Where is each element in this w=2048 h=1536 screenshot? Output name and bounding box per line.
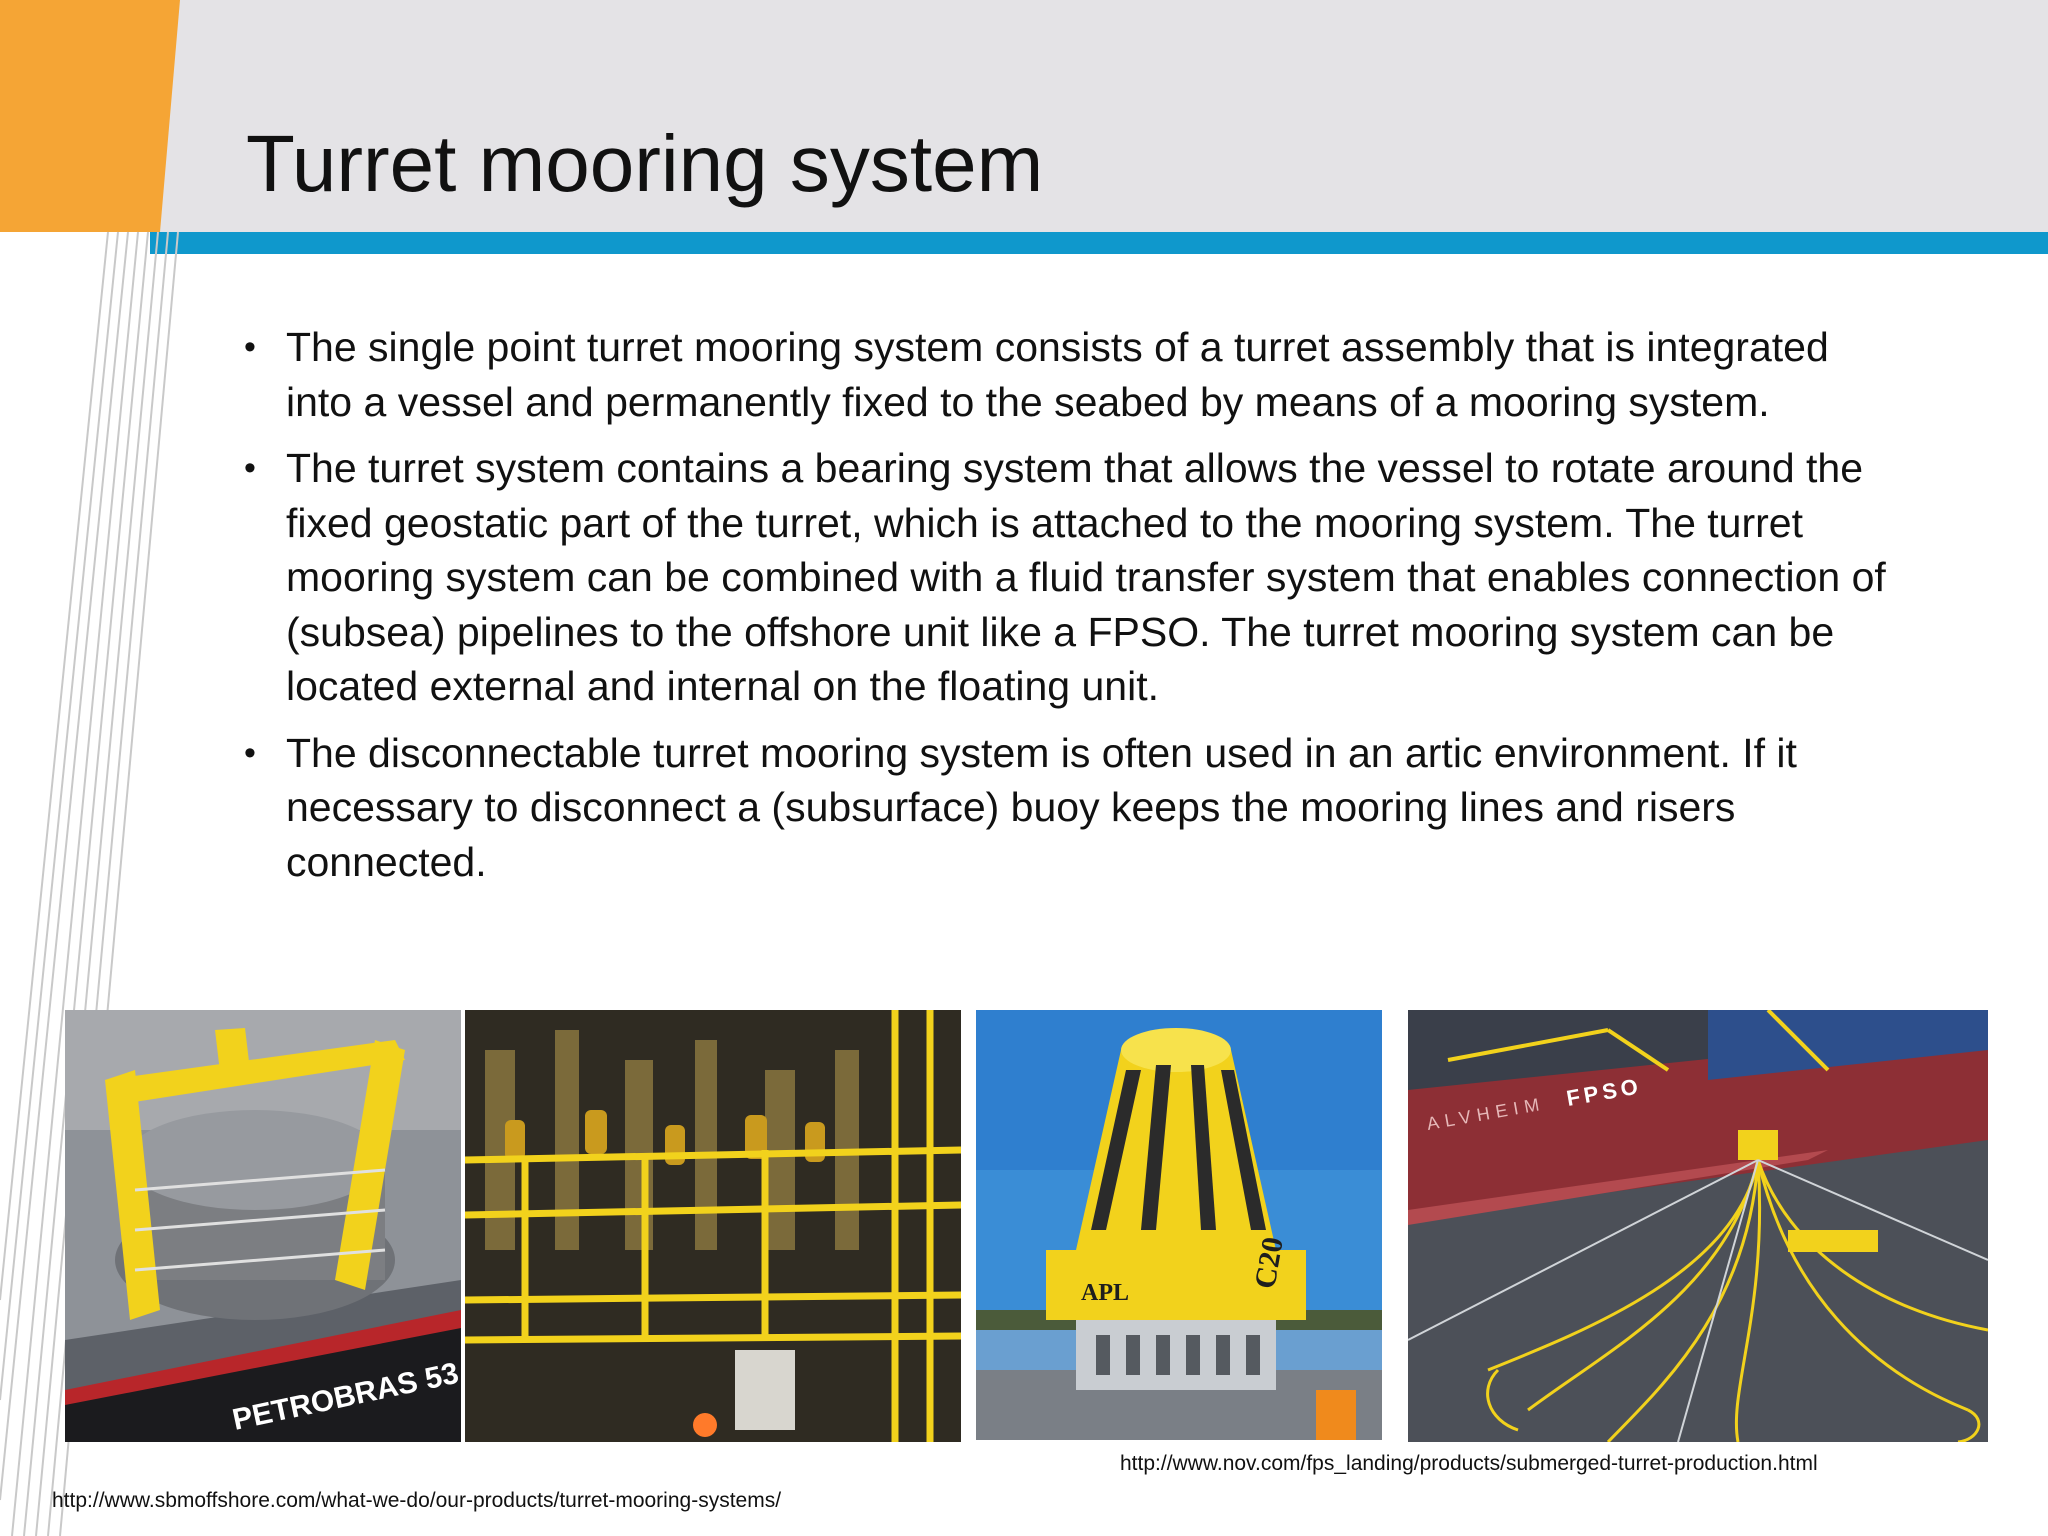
bullet-item: • The disconnectable turret mooring system is often used in an artic environment. If it necessary to disconnect a (subsurface) buoy keeps the mooring lines and risers connected.: [240, 726, 1900, 890]
bullet-list: [240, 320, 1900, 901]
photo-turret-vessel: [65, 1010, 461, 1442]
source-link-sbm[interactable]: http://www.sbmoffshore.com/what-we-do/our-products/turret-mooring-systems/: [52, 1489, 782, 1512]
accent-bar: [150, 232, 2048, 254]
bullet-item: • The single point turret mooring system consists of a turret assembly that is integrated into a vessel and permanently fixed to the seabed by means of a mooring system.: [240, 320, 1900, 429]
source-link-nov[interactable]: http://www.nov.com/fps_landing/products/submerged-turret-production.html: [1120, 1452, 1818, 1475]
buoy-text-left: APL: [1081, 1280, 1129, 1306]
vessel-hull-text: PETROBRAS 53: [229, 1356, 461, 1437]
photo-turret-interior: [465, 1010, 961, 1442]
fpso-hull-text: FPSO: [1564, 1073, 1644, 1111]
bullet-item: • The turret system contains a bearing system that allows the vessel to rotate around the fixed geostatic part of the turret, which is attached to the mooring system. The turret mooring system can be combined with a fluid transfer system that enables connection of (subsea) pipelines to the offshore unit like a FPSO. The turret mooring system can be located external and internal on the floating unit.: [240, 441, 1900, 714]
photo-buoy: [976, 1010, 1382, 1440]
fpso-name-text: ALVHEIM: [1425, 1093, 1547, 1134]
slide-title: Turret mooring system: [246, 119, 1044, 208]
photo-fpso-turret: [1408, 1010, 1988, 1442]
buoy-text-right: C20: [1248, 1234, 1290, 1292]
